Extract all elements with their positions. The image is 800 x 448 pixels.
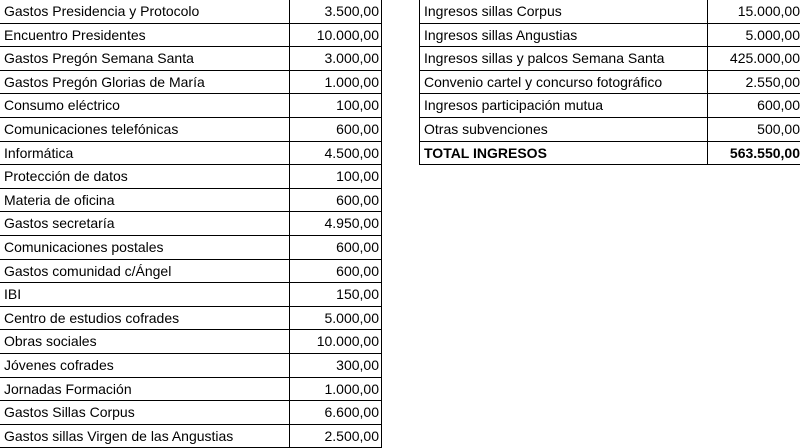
- income-table-body: [420, 0, 800, 165]
- income-row: [420, 23, 800, 47]
- expense-row-amount: 600,00: [290, 188, 382, 212]
- expense-row-amount: 600,00: [290, 235, 382, 259]
- expense-row-concept: Informática: [0, 141, 290, 165]
- expense-row: [0, 94, 382, 118]
- expense-row-concept: Jóvenes cofrades: [0, 353, 290, 377]
- expense-row-amount: 600,00: [290, 117, 382, 141]
- expense-row-concept: Gastos Pregón Glorias de María: [0, 70, 290, 94]
- expense-row-amount: 600,00: [290, 259, 382, 283]
- expense-row-concept: Protección de datos: [0, 165, 290, 189]
- income-row-amount: 600,00: [708, 94, 800, 118]
- expense-row: [0, 306, 382, 330]
- expense-row-amount: 5.000,00: [290, 306, 382, 330]
- expense-row-amount: 100,00: [290, 165, 382, 189]
- expense-row: [0, 235, 382, 259]
- expense-row-concept: Gastos sillas Virgen de las Angustias: [0, 424, 290, 448]
- expense-row: [0, 212, 382, 236]
- expense-row-concept: Comunicaciones postales: [0, 235, 290, 259]
- income-row: [420, 94, 800, 118]
- expense-row-concept: Centro de estudios cofrades: [0, 306, 290, 330]
- expense-row: [0, 47, 382, 71]
- expense-row: [0, 0, 382, 23]
- expense-row-amount: 3.000,00: [290, 47, 382, 71]
- expense-row-concept: Encuentro Presidentes: [0, 23, 290, 47]
- expense-row: [0, 165, 382, 189]
- expense-row-amount: 10.000,00: [290, 23, 382, 47]
- expense-row-concept: Gastos comunidad c/Ángel: [0, 259, 290, 283]
- expense-row-concept: Comunicaciones telefónicas: [0, 117, 290, 141]
- expense-row: [0, 353, 382, 377]
- income-row-concept: Ingresos sillas Angustias: [420, 23, 708, 47]
- income-row: [420, 70, 800, 94]
- expense-row: [0, 23, 382, 47]
- expense-row: [0, 330, 382, 354]
- expense-row-amount: 2.500,00: [290, 424, 382, 448]
- income-row-amount: 425.000,00: [708, 47, 800, 71]
- income-total-row: [420, 141, 800, 165]
- income-row: [420, 117, 800, 141]
- income-row-concept: Ingresos sillas y palcos Semana Santa: [420, 47, 708, 71]
- expense-row-amount: 10.000,00: [290, 330, 382, 354]
- expense-row: [0, 283, 382, 307]
- expense-row-concept: Consumo eléctrico: [0, 94, 290, 118]
- expense-row-amount: 300,00: [290, 353, 382, 377]
- expense-row-concept: Materia de oficina: [0, 188, 290, 212]
- expense-row: [0, 377, 382, 401]
- expense-row-concept: Obras sociales: [0, 330, 290, 354]
- income-total-label: TOTAL INGRESOS: [420, 141, 708, 165]
- expense-row-concept: Gastos Presidencia y Protocolo: [0, 0, 290, 23]
- income-table: [419, 0, 800, 165]
- income-row-concept: Otras subvenciones: [420, 117, 708, 141]
- expense-row-amount: 150,00: [290, 283, 382, 307]
- expense-row: [0, 188, 382, 212]
- expense-row: [0, 70, 382, 94]
- expense-row: [0, 259, 382, 283]
- expense-row-concept: IBI: [0, 283, 290, 307]
- expense-row-amount: 4.500,00: [290, 141, 382, 165]
- income-row: [420, 47, 800, 71]
- expenses-table: [0, 0, 382, 448]
- expense-row-amount: 3.500,00: [290, 0, 382, 23]
- expense-row-amount: 4.950,00: [290, 212, 382, 236]
- expense-row-amount: 1.000,00: [290, 70, 382, 94]
- expense-row-concept: Gastos Pregón Semana Santa: [0, 47, 290, 71]
- expense-row-amount: 6.600,00: [290, 401, 382, 425]
- income-total-amount: 563.550,00: [708, 141, 800, 165]
- income-row-amount: 5.000,00: [708, 23, 800, 47]
- expense-row-concept: Gastos secretaría: [0, 212, 290, 236]
- expense-row-concept: Jornadas Formación: [0, 377, 290, 401]
- income-row-concept: Convenio cartel y concurso fotográfico: [420, 70, 708, 94]
- expense-row: [0, 141, 382, 165]
- income-row-amount: 2.550,00: [708, 70, 800, 94]
- expense-row-amount: 1.000,00: [290, 377, 382, 401]
- income-row-concept: Ingresos sillas Corpus: [420, 0, 708, 23]
- income-row-amount: 500,00: [708, 117, 800, 141]
- income-row-amount: 15.000,00: [708, 0, 800, 23]
- expense-row-concept: Gastos Sillas Corpus: [0, 401, 290, 425]
- expense-row-amount: 100,00: [290, 94, 382, 118]
- expenses-table-body: [0, 0, 382, 448]
- income-row: [420, 0, 800, 23]
- expense-row: [0, 424, 382, 448]
- expense-row: [0, 117, 382, 141]
- income-row-concept: Ingresos participación mutua: [420, 94, 708, 118]
- expense-row: [0, 401, 382, 425]
